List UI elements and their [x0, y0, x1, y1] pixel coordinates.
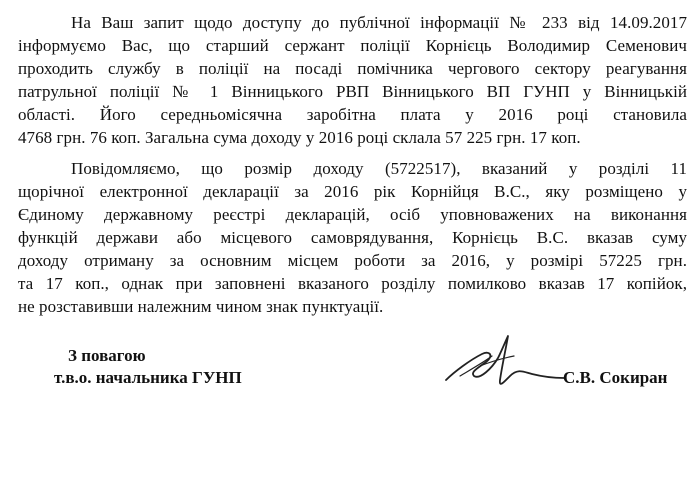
paragraph-1-line-5: області. Його середньомісячна заробітна плата у 2016 році становила	[18, 105, 687, 124]
paragraph-2-line-1: Повідомляємо, що розмір доходу (5722517), вказаний у розділі 11	[71, 159, 687, 178]
paragraph-2-line-6: та 17 коп., однак при заповнені вказаного розділу помилково вказав 17 копійок,	[18, 274, 687, 293]
paragraph-1-line-3: проходить службу в поліції на посаді помічника чергового сектору реагування	[18, 59, 687, 78]
paragraph-1-line-2: інформуємо Вас, що старший сержант поліції Корнієць Володимир Семенович	[18, 36, 687, 55]
handwritten-signature	[440, 332, 570, 398]
paragraph-1-line-4: патрульної поліції № 1 Вінницького РВП Вінницького ВП ГУНП у Вінницькій	[18, 82, 687, 101]
signatory-name: С.В. Сокиран	[563, 368, 668, 387]
paragraph-2-line-3: Єдиному державному реєстрі декларацій, осіб уповноважених на виконання	[18, 205, 687, 224]
paragraph-2-line-7: не розставивши належним чином знак пунктуації.	[18, 297, 384, 316]
paragraph-1-line-6: 4768 грн. 76 коп. Загальна сума доходу у 2016 році склала 57 225 грн. 17 коп.	[18, 128, 581, 147]
closing-greeting: З повагою	[68, 346, 146, 365]
closing-block	[54, 345, 242, 389]
paragraph-2-line-2: щорічної електронної декларації за 2016 рік Корнійця В.С., яку розміщено у	[18, 182, 687, 201]
signatory-title: т.в.о. начальника ГУНП	[54, 368, 242, 387]
paragraph-1-line-1: На Ваш запит щодо доступу до публічної інформації № 233 від 14.09.2017	[71, 13, 687, 32]
paragraph-2-line-4: функцій держави або місцевого самоврядування, Корнієць В.С. вказав суму	[18, 228, 687, 247]
paragraph-2-line-5: доходу отриману за основним місцем роботи за 2016, у розмірі 57225 грн.	[18, 251, 687, 270]
